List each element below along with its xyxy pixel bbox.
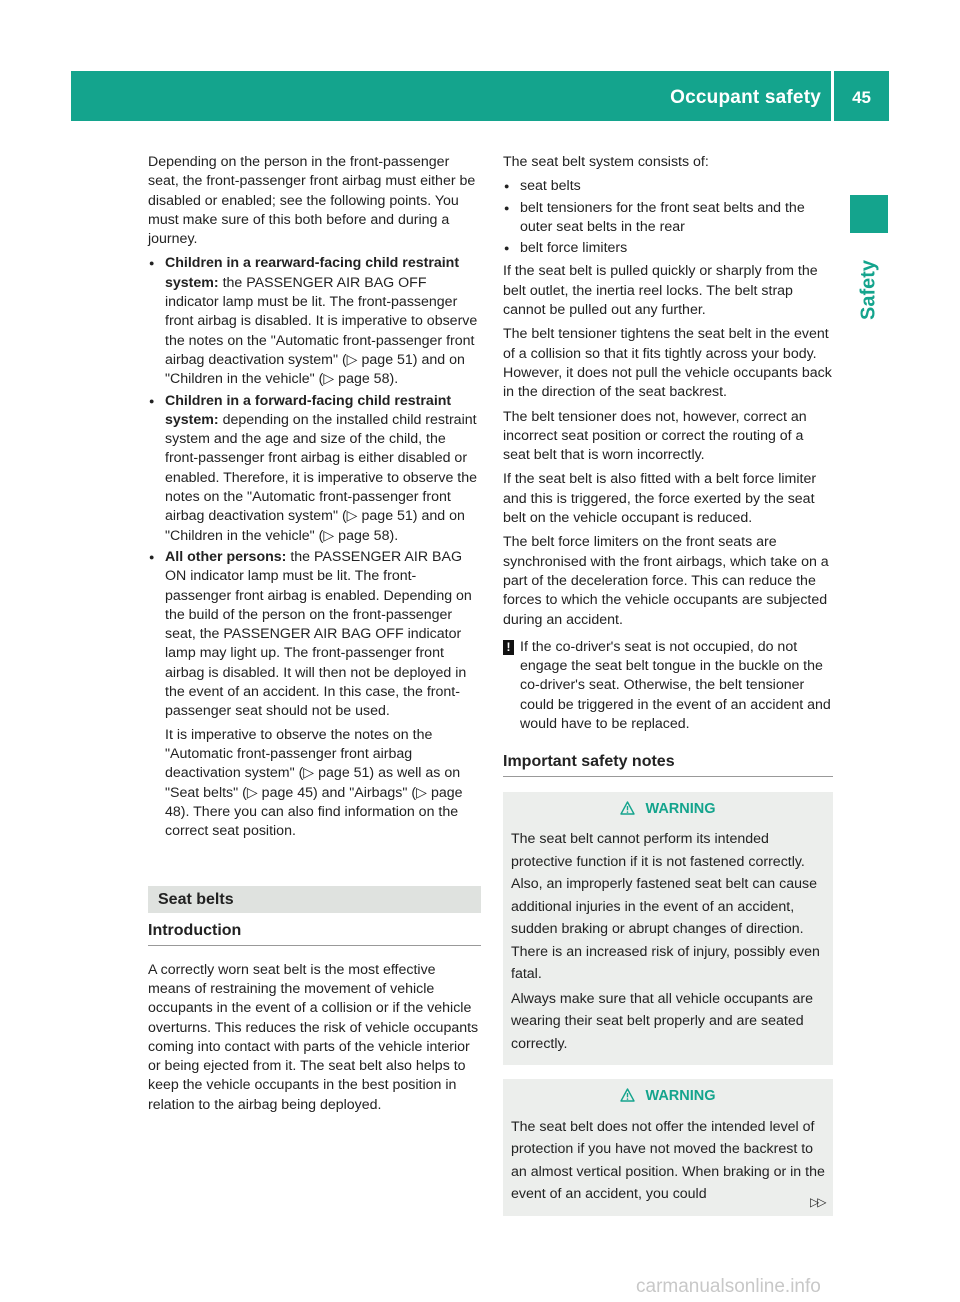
side-tab-label: Safety [857, 259, 880, 321]
list-item: ● belt force limiters [503, 239, 833, 258]
right-column [503, 153, 833, 1230]
header-divider [831, 71, 834, 121]
list-item-lead: All other persons: [165, 548, 287, 565]
bullet-extra-paragraph: It is imperative to observe the notes on the "Automatic front-passenger front airbag deactivation system" (▷ page 51) as well as on "Seat belts" (▷ page 45) and "Airbags" (▷ page 48). There you can also find information on the correct seat position. [165, 726, 463, 840]
paragraph: The belt tensioner tightens the seat belt in the event of a collision so that it fits tightly across your body. However, it does not pull the vehicle occupants back in the direction of the seat backrest. [503, 326, 832, 401]
header-bar [71, 71, 889, 121]
important-notes-title: Important safety notes [503, 752, 833, 776]
list-item: ● seat belts [503, 177, 833, 196]
paragraph: If the seat belt is also fitted with a belt force limiter and this is triggered, the force exerted by the seat belt on the vehicle occupant is reduced. [503, 471, 817, 527]
warning-text: The seat belt cannot perform its intended protective function if it is not fastened correctly. Also, an improperly fastened seat belt can cause additional injuries in the event of an accident, sudden braking or abrupt changes of direction. There is an increased risk of injury, possibly even fatal. [511, 831, 820, 983]
consists-of-paragraph: The seat belt system consists of: [503, 154, 709, 170]
paragraph: If the seat belt is pulled quickly or sharply from the belt outlet, the inertia reel locks. The belt strap cannot be pulled out any further. [503, 263, 818, 319]
list-item-text: the PASSENGER AIR BAG ON indicator lamp must be lit. The front-passenger front airbag is enabled. Depending on the build of the person on the front-passenger seat, the PASSENGER AIR BAG OFF indicator lamp may light up. The front-passenger front airbag is disabled. It will then not be deployed in the event of an accident. In this case, the front-passenger seat should not be used. [165, 548, 472, 720]
warning-label: WARNING [645, 1088, 716, 1105]
notice [503, 638, 833, 734]
page-number: 45 [852, 88, 871, 107]
airbag-conditions-list [148, 254, 481, 721]
list-item-text: depending on the installed child restraint system and the age and size of the child, the front-passenger front airbag is either disabled or enabled. Therefore, it is imperative to observe the notes on the "Automatic front-passenger front airbag deactivation system" (▷ page 51) and on "Children in the vehicle" (▷ page 58). [165, 411, 478, 544]
subsection-title: Introduction [148, 921, 481, 945]
list-item-lead: Children in a forward-facing child restraint system: [165, 392, 452, 428]
list-item: ● belt tensioners for the front seat belts and the outer seat belts in the rear [503, 199, 833, 238]
paragraph: The belt tensioner does not, however, correct an incorrect seat position or correct the routing of a seat belt that is worn incorrectly. [503, 408, 807, 464]
side-tab [849, 245, 889, 335]
warning-triangle-icon [620, 800, 635, 823]
header-title: Occupant safety [670, 87, 821, 108]
warning-box [503, 792, 833, 1066]
introduction-paragraph: A correctly worn seat belt is the most effective means of restraining the movement of vehicle occupants in the event of a collision or if the vehicle overturns. This reduces the risk of vehicle occupants coming into contact with parts of the vehicle interior or being ejected from it. The seat belt also helps to keep the vehicle occupants in the best position in relation to the airbag being deployed. [148, 961, 479, 1113]
continue-arrows-icon: ▷▷ [810, 1195, 825, 1209]
watermark: carmanualsonline.info [636, 1276, 821, 1297]
list-item [148, 254, 481, 389]
list-item [148, 548, 481, 722]
warning-text: Always make sure that all vehicle occupants are wearing their seat belt properly and are seated correctly. [511, 990, 814, 1052]
warning-label: WARNING [645, 800, 716, 817]
list-item-lead: Children in a rearward-facing child restraint system: [165, 255, 460, 291]
notice-text: If the co-driver's seat is not occupied, do not engage the seat belt tongue in the buckle on the co-driver's seat. Otherwise, the belt tensioner could be triggered in the event of an accident and would have to be replaced. [520, 638, 831, 733]
warning-text: The seat belt does not offer the intended level of protection if you have not moved the backrest to an almost vertical position. When braking or in the event of an accident, you could [511, 1118, 825, 1203]
side-tab-marker [850, 195, 888, 233]
paragraph: The belt force limiters on the front seats are synchronised with the front airbags, which take on a part of the deceleration force. This can reduce the forces to which the vehicle occupants are subjected during an accident. [503, 534, 829, 628]
components-list [503, 177, 833, 258]
list-item-text: the PASSENGER AIR BAG OFF indicator lamp must be lit. The front-passenger front airbag is disabled. It is imperative to observe the notes on the "Automatic front-passenger front airbag deactivation system" (▷ page 51) and on "Children in the vehicle" (▷ page 58). [165, 274, 478, 388]
warning-header [511, 1085, 825, 1110]
section-title: Seat belts [148, 886, 481, 913]
warning-box [503, 1079, 833, 1216]
list-item [148, 392, 481, 546]
left-column [148, 153, 481, 1120]
warning-triangle-icon [620, 1087, 635, 1110]
exclamation-icon: ! [503, 640, 514, 655]
warning-header [511, 798, 825, 823]
intro-paragraph: Depending on the person in the front-passenger seat, the front-passenger front airbag must either be disabled or enabled; see the following points. You must make sure of this both before and during a journey. [148, 154, 476, 248]
